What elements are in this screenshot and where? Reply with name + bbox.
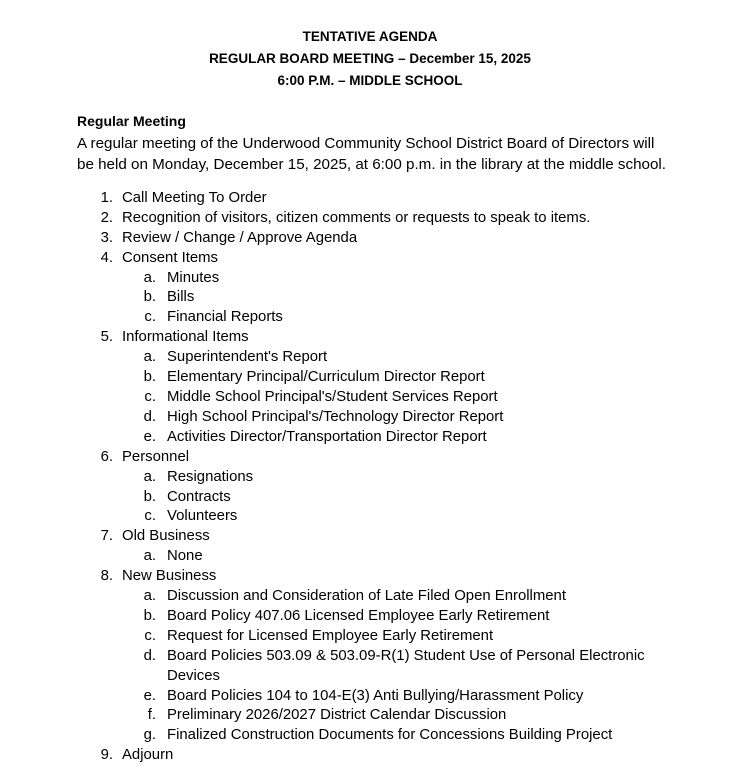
agenda-subitem xyxy=(0,627,746,647)
agenda-subitem-letter: c. xyxy=(144,309,156,326)
agenda-item xyxy=(0,189,746,209)
agenda-subitem-label: Minutes xyxy=(167,269,220,286)
agenda-subitem xyxy=(0,706,746,726)
agenda-item-row xyxy=(0,209,746,229)
agenda-subitem-label: Contracts xyxy=(167,488,231,505)
agenda-item-label: Consent Items xyxy=(122,249,219,266)
agenda-item-label: Recognition of visitors, citizen comments or requests to speak to items. xyxy=(122,209,591,226)
agenda-item-label: Informational Items xyxy=(122,329,249,346)
agenda-subitem-letter: a. xyxy=(143,588,156,604)
agenda-subitem-label: Middle School Principal's/Student Services Report xyxy=(167,388,498,405)
agenda-item-number: 5. xyxy=(100,329,113,346)
agenda-subitem xyxy=(0,408,746,428)
agenda-subitem-label: Volunteers xyxy=(167,508,238,525)
agenda-subitem xyxy=(0,507,746,527)
agenda-subitem-row xyxy=(0,468,746,488)
agenda-subitem-row xyxy=(0,647,746,687)
agenda-subitem xyxy=(0,687,746,707)
agenda-subitem-letter: c. xyxy=(144,627,156,644)
agenda-subitem-row xyxy=(0,607,746,627)
agenda-item-row xyxy=(0,527,746,547)
intro-paragraph xyxy=(77,134,697,175)
agenda-subitem-letter: b. xyxy=(143,289,156,306)
agenda-item xyxy=(0,746,746,766)
agenda-item xyxy=(0,328,746,447)
agenda-subitem-row xyxy=(0,308,746,328)
agenda-item-row xyxy=(0,249,746,269)
agenda-item xyxy=(0,527,746,567)
agenda-subitem-row xyxy=(0,627,746,647)
agenda-subitem-label: Activities Director/Transportation Director Report xyxy=(167,428,487,445)
document-header xyxy=(0,26,740,92)
agenda-subitem xyxy=(0,468,746,488)
agenda-subitem-label: Discussion and Consideration of Late Filed Open Enrollment xyxy=(167,588,566,604)
agenda-subitem-label: None xyxy=(167,548,203,565)
agenda-subitem-row xyxy=(0,408,746,428)
agenda-subitem-letter: a. xyxy=(143,468,156,485)
agenda-item-label: Review / Change / Approve Agenda xyxy=(122,229,358,246)
agenda-item-number: 8. xyxy=(100,568,113,585)
agenda-subitem-row xyxy=(0,726,746,746)
agenda-item-label: Old Business xyxy=(122,528,210,545)
agenda-subitem-row xyxy=(0,547,746,567)
intro-line: A regular meeting of the Underwood Community School District Board of Directors will xyxy=(77,135,655,152)
agenda-item-row xyxy=(0,567,746,587)
agenda-subitem-row xyxy=(0,368,746,388)
agenda-item-label: Adjourn xyxy=(122,747,174,764)
agenda-subitem-row xyxy=(0,288,746,308)
agenda-item-number: 9. xyxy=(100,747,113,764)
agenda-subitem-row xyxy=(0,348,746,368)
agenda-subitem-row xyxy=(0,428,746,448)
agenda-subitem-label: Resignations xyxy=(167,468,254,485)
agenda-subitem-letter: c. xyxy=(144,508,156,525)
agenda-item-label: Call Meeting To Order xyxy=(122,190,267,206)
agenda-item-row xyxy=(0,746,746,766)
agenda-subitem-letter: b. xyxy=(143,488,156,505)
agenda-subitem-label: High School Principal's/Technology Director Report xyxy=(167,408,504,425)
agenda-list xyxy=(0,189,746,766)
agenda-subitem xyxy=(0,388,746,408)
agenda-subitem xyxy=(0,269,746,289)
agenda-subitem-letter: a. xyxy=(143,269,156,286)
meeting-time-location: 6:00 P.M. – MIDDLE SCHOOL xyxy=(277,73,463,88)
agenda-subitem-label: Finalized Construction Documents for Concessions Building Project xyxy=(167,727,613,744)
agenda-item-row xyxy=(0,189,746,209)
agenda-item-number: 1. xyxy=(100,190,113,206)
agenda-subitem xyxy=(0,348,746,368)
agenda-subitem xyxy=(0,288,746,308)
agenda-subitem xyxy=(0,587,746,607)
agenda-subitem-label: Preliminary 2026/2027 District Calendar Discussion xyxy=(167,707,507,724)
section-heading: Regular Meeting xyxy=(77,113,186,129)
meeting-title: REGULAR BOARD MEETING – December 15, 2025 xyxy=(209,51,531,66)
agenda-subitem-label: Superintendent's Report xyxy=(167,349,328,366)
agenda-subitem-letter: c. xyxy=(144,388,156,405)
agenda-subitem-letter: e. xyxy=(143,687,156,704)
agenda-subitem-row xyxy=(0,488,746,508)
agenda-subitem-letter: b. xyxy=(143,369,156,386)
agenda-subitem xyxy=(0,428,746,448)
agenda-subitem xyxy=(0,607,746,627)
agenda-item-label: New Business xyxy=(122,568,217,585)
agenda-subitem-row xyxy=(0,687,746,707)
agenda-subitem xyxy=(0,368,746,388)
agenda-item-label: Personnel xyxy=(122,448,190,465)
agenda-item-number: 2. xyxy=(100,209,113,226)
agenda-subitem-letter: d. xyxy=(143,647,156,664)
agenda-subitem xyxy=(0,488,746,508)
agenda-item-number: 7. xyxy=(100,528,113,545)
agenda-subitem-label: Board Policies 104 to 104-E(3) Anti Bullying/Harassment Policy xyxy=(167,687,584,704)
agenda-subitem-letter: d. xyxy=(143,408,156,425)
agenda-subitem-row xyxy=(0,269,746,289)
agenda-item-number: 3. xyxy=(100,229,113,246)
agenda-item-row xyxy=(0,328,746,348)
agenda-subitem-label: Financial Reports xyxy=(167,309,283,326)
agenda-subitem xyxy=(0,547,746,567)
agenda-subitem-letter: e. xyxy=(143,428,156,445)
agenda-subitem-label: Board Policies 503.09 & 503.09-R(1) Student Use of Personal Electronic Devices xyxy=(167,647,645,684)
agenda-subitem-label: Bills xyxy=(167,289,195,306)
agenda-subitem-letter: f. xyxy=(147,707,156,724)
agenda-item xyxy=(0,567,746,746)
agenda-item-number: 4. xyxy=(100,249,113,266)
agenda-item-row xyxy=(0,229,746,249)
agenda-subitem-letter: a. xyxy=(143,548,156,565)
agenda-subitem xyxy=(0,647,746,687)
agenda-subitem-letter: g. xyxy=(143,727,156,744)
agenda-item xyxy=(0,229,746,249)
agenda-item xyxy=(0,249,746,329)
agenda-subitem-row xyxy=(0,706,746,726)
intro-line: be held on Monday, December 15, 2025, at 6:00 p.m. in the library at the middle school. xyxy=(77,155,666,173)
agenda-subitem-label: Board Policy 407.06 Licensed Employee Early Retirement xyxy=(167,607,550,624)
agenda-subitem-letter: a. xyxy=(143,349,156,366)
agenda-subitem-row xyxy=(0,587,746,607)
agenda-item xyxy=(0,209,746,229)
agenda-subitem-row xyxy=(0,388,746,408)
agenda-subitem xyxy=(0,726,746,746)
agenda-item-row xyxy=(0,448,746,468)
document-title: TENTATIVE AGENDA xyxy=(302,29,438,44)
agenda-subitem-label: Request for Licensed Employee Early Retirement xyxy=(167,627,494,644)
agenda-item xyxy=(0,448,746,528)
agenda-subitem-row xyxy=(0,507,746,527)
agenda-item-number: 6. xyxy=(100,448,113,465)
agenda-subitem xyxy=(0,308,746,328)
agenda-subitem-letter: b. xyxy=(143,607,156,624)
agenda-subitem-label: Elementary Principal/Curriculum Director Report xyxy=(167,369,485,386)
